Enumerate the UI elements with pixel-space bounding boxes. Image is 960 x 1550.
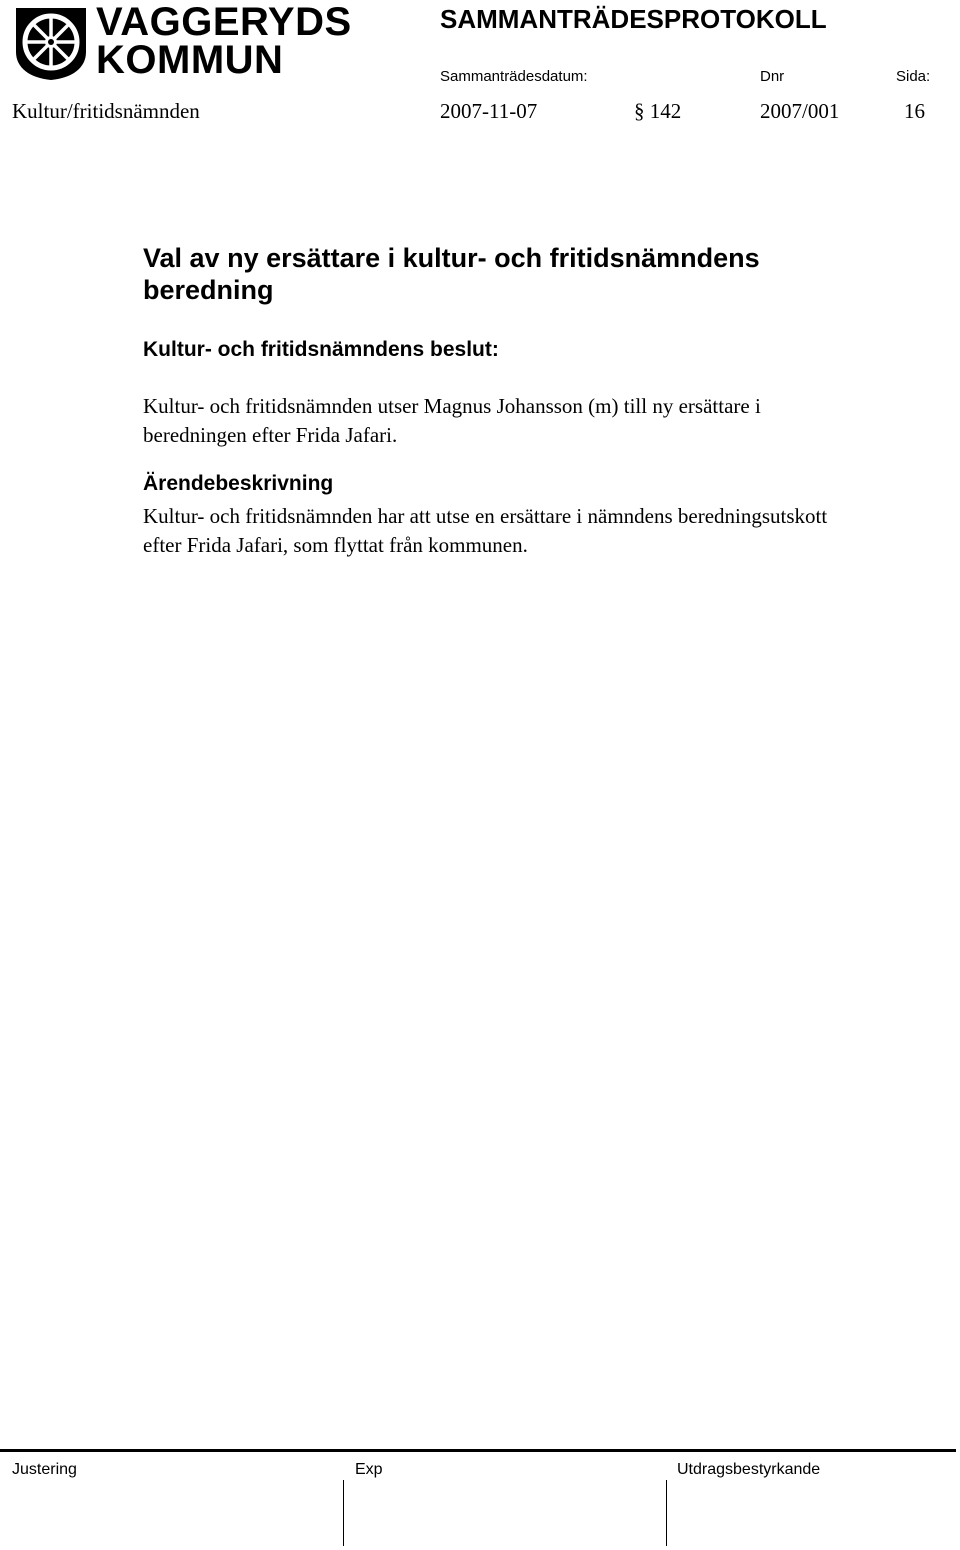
decision-text: Kultur- och fritidsnämnden utser Magnus Johansson (m) till ny ersättare i beredningen efter Frida Jafari. — [143, 394, 761, 447]
description-heading: Ärendebeskrivning — [143, 472, 334, 495]
page-label: Sida: — [896, 68, 931, 85]
page-number: 16 — [904, 99, 925, 123]
org-name-line2: KOMMUN — [96, 38, 284, 82]
dnr-label: Dnr — [760, 68, 785, 85]
dnr-value: 2007/001 — [760, 99, 840, 123]
signature-divider — [666, 1480, 667, 1546]
signature-divider — [343, 1480, 344, 1546]
meeting-date: 2007-11-07 — [440, 99, 538, 123]
decision-heading: Kultur- och fritidsnämndens beslut: — [143, 338, 499, 361]
item-title: Val av ny ersättare i kultur- och fritidsnämndens beredning — [143, 243, 760, 305]
document-type-title: SAMMANTRÄDESPROTOKOLL — [440, 4, 827, 34]
footer-justering-label: Justering — [12, 1461, 77, 1478]
description-text: Kultur- och fritidsnämnden har att utse en ersättare i nämndens beredningsutskott efter Frida Jafari, som flyttat från kommunen. — [143, 504, 828, 557]
footer-divider — [0, 1449, 956, 1452]
meeting-date-label: Sammanträdesdatum: — [440, 68, 588, 85]
wheel-emblem-icon — [12, 4, 90, 82]
committee-name: Kultur/fritidsnämnden — [12, 99, 200, 123]
section-number: § 142 — [634, 99, 682, 123]
footer-exp-label: Exp — [355, 1461, 383, 1478]
footer-utdrag-label: Utdragsbestyrkande — [677, 1461, 821, 1478]
org-name-line1: VAGGERYDS — [96, 0, 352, 44]
